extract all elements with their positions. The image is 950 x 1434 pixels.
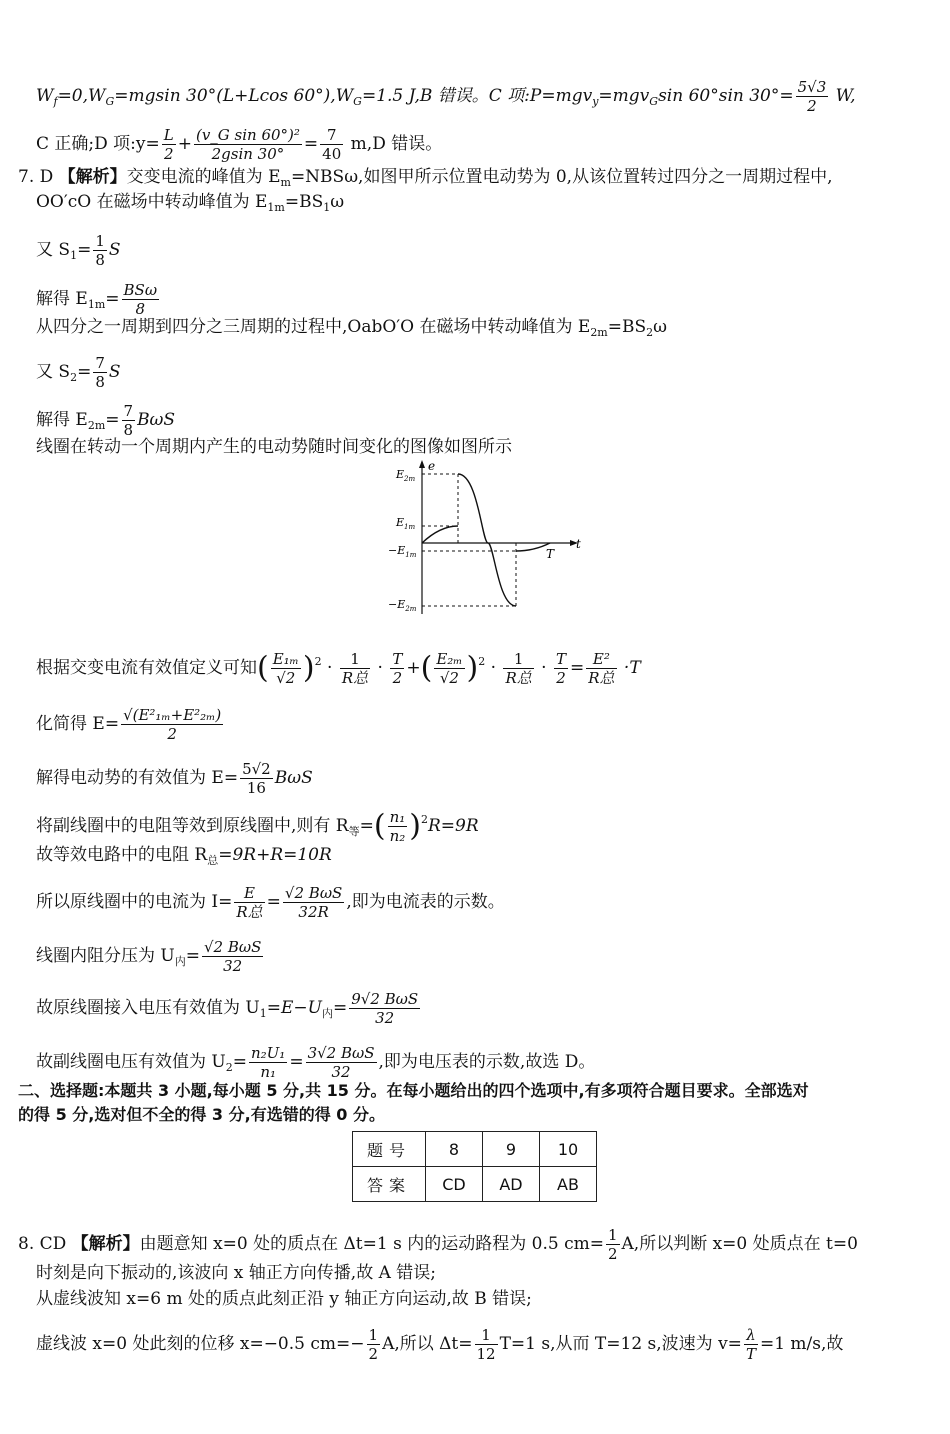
text: 又 S — [36, 362, 71, 382]
analysis-tag: 【解析】 — [71, 1234, 140, 1254]
fraction: $\frac{\text{BSω}}{8}$ — [123, 281, 158, 318]
line-8 — [36, 354, 121, 391]
text: ω — [653, 317, 668, 337]
sub: m — [280, 176, 291, 189]
line-18 — [36, 990, 422, 1027]
line-22: 从虚线波知 x=6 m 处的质点此刻正沿 y 轴正方向运动,故 B 错误; — [36, 1289, 532, 1309]
text: = — [77, 240, 92, 260]
text: R=9R — [427, 816, 479, 836]
text: = — [303, 134, 319, 154]
text: OO′cO 在磁场中转动峰值为 E — [36, 192, 268, 212]
table-cell: AB — [540, 1167, 597, 1202]
fraction: $\frac{\text{E₁ₘ}}{√2}$ — [272, 650, 299, 687]
line-11: 根据交变电流有效值定义可知( $\frac{\text{E₁ₘ}}{√2}$ )$^2$ · $\frac{1}{\text{R总}}$ · $\frac{T}{2}$ +( $\frac{\text{E₂ₘ}}{√2}$ )$^2$ · $\frac{1}{\text{R总}}$ · $\frac{T}{2}$ = $\frac{\text{E²}}{\text{R总}}$ ·T — [36, 650, 641, 687]
text: 故副线圈电压有效值为 U — [36, 1052, 226, 1072]
fraction: $\frac{\lambda}{T}$ — [745, 1326, 756, 1363]
text: =1.5 J,B 错误。C 项:P=mgv — [361, 86, 593, 106]
fraction: $\frac{E}{\text{R总}}$ — [236, 884, 263, 921]
table-header-answer: 答案 — [353, 1167, 426, 1202]
text: 线圈在转动一个周期内产生的电动势随时间变化的图像如图所示 — [36, 437, 512, 457]
text: = — [332, 998, 348, 1018]
line-9 — [36, 402, 175, 439]
text: 解得 E — [36, 410, 88, 430]
line-4 — [36, 191, 344, 219]
table-header-question: 题号 — [353, 1132, 426, 1167]
text: T=1 s,从而 T=12 s,波速为 v= — [499, 1334, 742, 1354]
fraction: $\frac{1}{2}$ — [607, 1226, 618, 1263]
line-12 — [36, 706, 225, 743]
sub: 2m — [590, 326, 608, 339]
text: BωS — [274, 768, 313, 788]
text: ,即为电流表的示数。 — [346, 892, 505, 912]
table-cell: AD — [483, 1167, 540, 1202]
sub: 2 — [646, 326, 654, 339]
line-16 — [36, 884, 505, 921]
text: 解得 E — [36, 289, 88, 309]
fraction: $\frac{T}{2}$ — [555, 650, 566, 687]
fraction: $\frac{\text{E₂ₘ}}{√2}$ — [436, 650, 463, 687]
text: =BS — [607, 317, 647, 337]
line-13 — [36, 760, 313, 797]
text: · — [541, 658, 547, 678]
fraction: $\frac{\text{√(E²₁ₘ+E²₂ₘ)}}{2}$ — [123, 706, 222, 743]
line-19 — [36, 1044, 595, 1081]
text: S — [108, 240, 121, 260]
text: =E−U — [266, 998, 322, 1018]
q7-heading — [18, 166, 833, 194]
sub: f — [53, 95, 58, 108]
y-axis-arrow — [419, 460, 425, 468]
text: C 正确;D 项:y= — [36, 134, 160, 154]
sub: 内 — [321, 1007, 333, 1020]
text: 由题意知 x=0 处的质点在 Δt=1 s 内的运动路程为 0.5 cm= — [139, 1234, 604, 1254]
text: 又 S — [36, 240, 71, 260]
text: W, — [830, 86, 856, 106]
sub: 1 — [259, 1007, 267, 1020]
fraction: $\frac{1}{8}$ — [95, 232, 105, 269]
text: A,所以判断 x=0 处质点在 t=0 — [621, 1234, 858, 1254]
text: 故原线圈接入电压有效值为 U — [36, 998, 260, 1018]
text: ω — [330, 192, 345, 212]
fraction: $\frac{\text{n₂U₁}}{\text{n₁}}$ — [250, 1044, 286, 1081]
text: =1 m/s,故 — [759, 1334, 844, 1354]
table-cell: 10 — [540, 1132, 597, 1167]
fraction: $\frac{\text{n₁}}{\text{n₂}}$ — [389, 808, 406, 845]
q8-heading — [18, 1226, 858, 1263]
fraction: $\frac{\text{√2 BωS}}{32R}$ — [284, 884, 343, 921]
sub: G — [353, 95, 362, 108]
table-row — [353, 1132, 597, 1167]
fraction: $\frac{7}{40}$ — [322, 126, 342, 163]
tick-neg-e2m: $-E_{2m}$ — [388, 598, 417, 613]
text: sin 60°sin 30°= — [658, 86, 794, 106]
section-2-heading: 二、选择题:本题共 3 小题,每小题 5 分,共 15 分。在每小题给出的四个选项中,有多项符合题目要求。全部选对 — [18, 1081, 809, 1100]
line-10 — [36, 436, 512, 458]
text: = — [232, 1052, 247, 1072]
fraction: $\frac{7}{8}$ — [95, 354, 105, 391]
fraction: $\frac{\text{9√2 BωS}}{32}$ — [351, 990, 419, 1027]
table-row — [353, 1167, 597, 1202]
text: BωS — [137, 410, 176, 430]
line-17 — [36, 938, 265, 975]
fraction: $\frac{T}{2}$ — [392, 650, 403, 687]
y-axis-label: e — [428, 459, 436, 473]
text: · — [490, 658, 497, 678]
fraction: $\frac{1}{\text{R总}}$ — [341, 650, 369, 687]
text: 从四分之一周期到四分之三周期的过程中,OabO′O 在磁场中转动峰值为 E — [36, 317, 591, 337]
emf-time-chart — [378, 458, 588, 618]
sub: G — [105, 95, 115, 108]
text: 虚线波 x=0 处此刻的位移 x=−0.5 cm=− — [36, 1334, 365, 1354]
curve-first-quarter — [422, 526, 458, 543]
text: m,D 错误。 — [345, 134, 443, 154]
text: = — [359, 816, 374, 836]
sub: 内 — [174, 955, 186, 968]
analysis-tag: 【解析】 — [58, 167, 127, 187]
text: 根据交变电流有效值定义可知 — [36, 658, 257, 678]
text: 化简得 E= — [36, 714, 120, 734]
sub: 1m — [267, 201, 285, 214]
text: =BS — [284, 192, 324, 212]
text: 交变电流的峰值为 E — [126, 167, 281, 187]
question-number: 8. CD — [18, 1234, 67, 1254]
fraction: $\frac{5√3}{2}$ — [797, 78, 827, 115]
line-6 — [36, 281, 161, 318]
fraction: $\frac{\text{(v\_G sin 60°)²}}{2gsin 30^\circ}$ — [195, 126, 300, 163]
text: = — [105, 289, 120, 309]
text: =mgv — [598, 86, 650, 106]
tick-e1m: $E_{1m}$ — [396, 516, 416, 531]
sub: 1 — [70, 249, 78, 262]
sub: 2 — [70, 371, 78, 384]
fraction: $\frac{\text{E²}}{\text{R总}}$ — [588, 650, 615, 687]
answer-table — [352, 1131, 597, 1202]
fraction: $\frac{1}{\text{R总}}$ — [505, 650, 532, 687]
text: = — [569, 658, 585, 678]
text: 线圈内阻分压为 U — [36, 946, 175, 966]
line-15 — [36, 844, 332, 872]
fraction: $\frac{1}{2}$ — [368, 1326, 379, 1363]
text: =mgsin 30°(L+Lcos 60°),W — [114, 86, 354, 106]
line-5 — [36, 232, 121, 269]
text: = — [105, 410, 120, 430]
line-7 — [36, 316, 667, 344]
line-14: 将副线圈中的电阻等效到原线圈中,则有 $R_等=$( $\frac{\text{n₁}}{\text{n₂}}$ )$^2$R=9R — [36, 808, 479, 845]
text: = — [185, 946, 200, 966]
fraction: $\frac{L}{2}$ — [163, 126, 174, 163]
text: ,即为电压表的示数,故选 D。 — [378, 1052, 596, 1072]
text: + — [177, 134, 192, 154]
text: · — [327, 658, 333, 678]
section-2-heading-cont: 的得 5 分,选对但不全的得 3 分,有选错的得 0 分。 — [18, 1105, 385, 1124]
table-cell: CD — [426, 1167, 483, 1202]
curve-last-quarter — [516, 543, 550, 551]
x-axis-label: t — [576, 537, 581, 551]
line-21: 时刻是向下振动的,该波向 x 轴正方向传播,故 A 错误; — [36, 1263, 437, 1283]
line-1 — [36, 78, 856, 115]
fraction: $\frac{5√2}{16}$ — [242, 760, 271, 797]
tick-neg-e1m: $-E_{1m}$ — [388, 544, 417, 559]
tick-e2m: $E_{2m}$ — [396, 468, 416, 483]
text: + — [406, 658, 421, 678]
table-cell: 9 — [483, 1132, 540, 1167]
sub: 等 — [348, 825, 360, 838]
text: 将副线圈中的电阻等效到原线圈中,则有 R — [36, 816, 349, 836]
text: =9R+R=10R — [218, 845, 332, 865]
fraction: $\frac{7}{8}$ — [123, 402, 134, 439]
text: = — [266, 892, 281, 912]
text: 解得电动势的有效值为 E= — [36, 768, 239, 788]
text: ·T — [623, 658, 641, 678]
line-23 — [36, 1326, 843, 1363]
fraction: $\frac{1}{12}$ — [476, 1326, 496, 1363]
text: =0,W — [57, 86, 106, 106]
table-cell: 8 — [426, 1132, 483, 1167]
period-label: T — [546, 547, 555, 561]
text: A,所以 Δt= — [382, 1334, 473, 1354]
sub: 2m — [87, 419, 106, 432]
sub: y — [592, 95, 599, 108]
fraction: $\frac{\text{3√2 BωS}}{32}$ — [307, 1044, 375, 1081]
text: 故等效电路中的电阻 R — [36, 845, 208, 865]
text: W — [36, 86, 54, 106]
text: 所以原线圈中的电流为 I= — [36, 892, 233, 912]
line-2 — [36, 126, 442, 163]
sub: G — [649, 95, 659, 108]
text: · — [377, 658, 383, 678]
sub: 1m — [87, 298, 106, 311]
question-number: 7. D — [18, 167, 54, 187]
fraction: $\frac{\text{√2 BωS}}{32}$ — [203, 938, 262, 975]
sub: 总 — [207, 854, 219, 867]
text: =NBSω,如图甲所示位置电动势为 0,从该位置转过四分之一周期过程中, — [290, 167, 833, 187]
sub: 1 — [323, 201, 331, 214]
text: = — [289, 1052, 304, 1072]
curve-middle-half — [458, 474, 516, 606]
text: S — [108, 362, 121, 382]
sub: 2 — [225, 1061, 233, 1074]
text: = — [77, 362, 92, 382]
